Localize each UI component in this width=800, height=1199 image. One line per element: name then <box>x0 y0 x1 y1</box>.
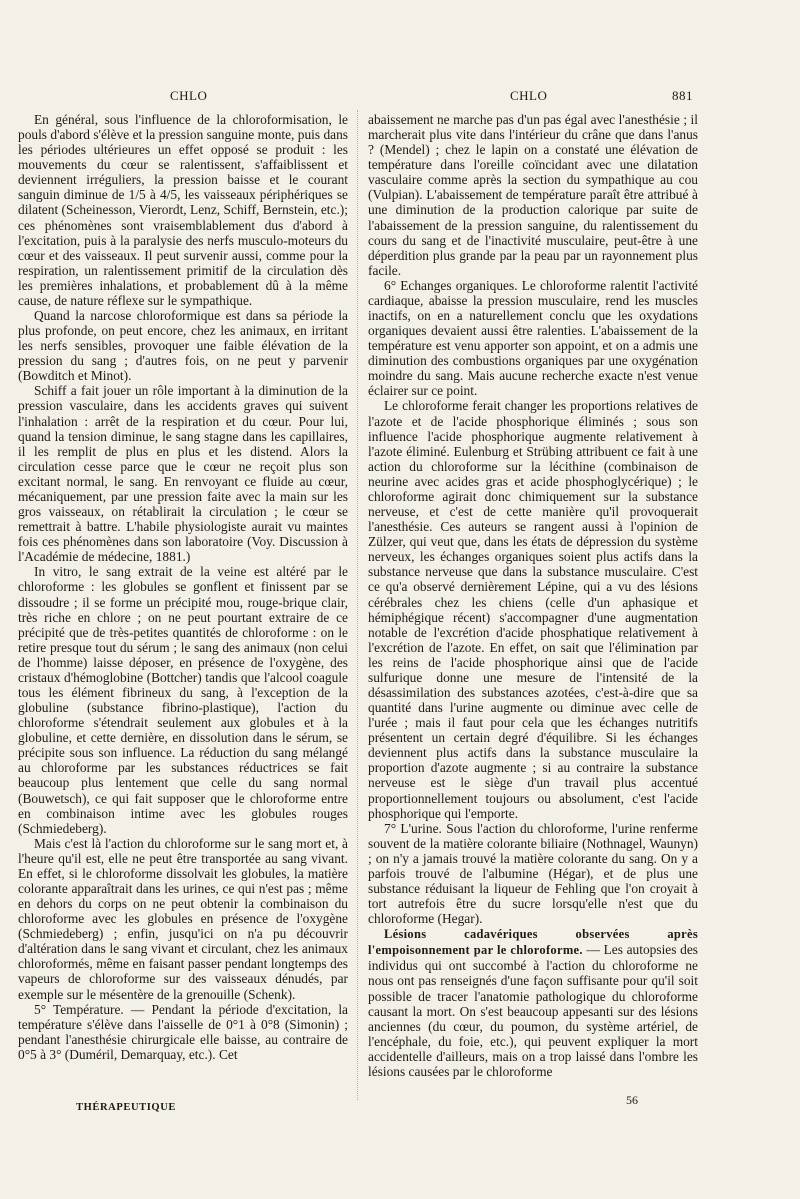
signature-mark: 56 <box>626 1093 638 1107</box>
column-divider <box>357 110 358 1100</box>
running-head-right: CHLO <box>510 88 548 103</box>
paragraph-text: — Les autopsies des individus qui ont succombé à l'action du chloroforme ne nous ont pas renseignés d'une façon suffisante pour qu'il soit possible de tracer l'anatomie pathologique du chloroforme causant la mort. On s'est beaucoup appesanti sur des lésions anciennes (du cœur, du poumon, du système artériel, de l'encéphale, du foie, etc.), qui peuvent expliquer la mort accidentelle d'ailleurs, mais on a trop laissé dans l'ombre les lésions causées par le chloroforme <box>368 942 698 1079</box>
paragraph: Quand la narcose chloroformique est dans sa période la plus profonde, on peut encore, chez les animaux, en irritant les nerfs sensibles, provoquer une faible élévation de la pression du sang ; d'autres fois, on ne peut y parvenir (Bowditch et Minot). <box>18 308 348 384</box>
left-column <box>18 112 348 1062</box>
running-head-left: CHLO <box>170 88 208 103</box>
page-number: 881 <box>672 88 693 103</box>
paragraph: abaissement ne marche pas d'un pas égal avec l'anesthésie ; il marcherait plus vite dans l'intérieur du crâne que dans l'anus ? (Mendel) ; chez le lapin on a constaté une élévation de température dans l'oreille coïncidant avec une dilatation vasculaire comme après la section du sympathique au cou (Vulpian). L'abaissement de température paraît être attribué à une diminution de la production calorique par suite de l'abaissement de la pression sanguine, du ralentissement du cours du sang et de l'inactivité musculaire, peut-être à une déperdition plus grande par la peau par un rayonnement plus facile. <box>368 112 698 278</box>
section-heading: Lésions cadavériques observées après l'empoisonnement par le chloroforme. <box>368 927 698 958</box>
paragraph: Schiff a fait jouer un rôle important à la diminution de la pression vasculaire, dans les accidents graves qui suivent l'inhalation : arrêt de la respiration et du cœur. Pour lui, quand la tension diminue, le sang stagne dans les capillaires, il les remplit de plus en plus et les distend. Alors la circulation cesse parce que le cœur ne reçoit plus son excitant normal, le sang. En renvoyant ce fluide au cœur, mécaniquement, par une pression faite avec la main sur les gros vaisseaux, on rétablirait la circulation ; le cœur se remettrait à battre. L'habile physiologiste aurait vu maintes fois ces phénomènes dans son laboratoire (Voy. Discussion à l'Académie de médecine, 1881.) <box>18 383 348 565</box>
paragraph: 6° Echanges organiques. Le chloroforme ralentit l'activité cardiaque, abaisse la pression musculaire, rend les muscles inactifs, on en a naturellement conclu que les oxydations organiques devaient aussi être ralenties. L'abaissement de la température est venu apporter son appoint, et on a admis une diminution des combustions organiques par une oxygénation moindre du sang. Mais aucune recherche exacte n'est venue éclairer sur ce point. <box>368 277 698 399</box>
paragraph: En général, sous l'influence de la chloroformisation, le pouls d'abord s'élève et la pression sanguine monte, puis dans les périodes ultérieures un effet opposé se produit : les mouvements du cœur se ralentissent, s'affaiblissent et deviennent irréguliers, la pression baisse et le courant sanguin diminue de 1/5 à 4/5, les vaisseaux périphériques se dilatent (Scheinesson, Vierordt, Lenz, Schiff, Bernstein, etc.); ces phénomènes sont vraisemblablement dus d'abord à l'excitation, puis à la paralysie des nerfs musculo-moteurs du cœur et des vaisseaux. Il peut survenir aussi, comme pour la respiration, un ralentissement primitif de la circulation dès les premières inhalations, et probablement dû à la même cause, de nature réflexe sur le sympathique. <box>18 112 348 308</box>
footer-left: THÉRAPEUTIQUE <box>76 1102 176 1113</box>
paragraph: Mais c'est là l'action du chloroforme sur le sang mort et, à l'heure qu'il est, elle ne peut être transportée au sang vivant. En effet, si le chloroforme dissolvait les globules, la matière colorante apparaîtrait dans les urines, ce qui n'est pas ; même en dehors du corps on ne peut obtenir la combinaison du chloroforme avec les globules en présence de l'oxygène (Schmiedeberg) ; enfin, jusqu'ici on n'a pu découvrir d'altération dans le sang vivant et circulant, chez les animaux chloroformés, même en faisant passer pendant longtemps des vapeurs de chloroforme sur des vaisseaux dénudés, par exemple sur le mésentère de la grenouille (Schenk). <box>18 835 348 1002</box>
paragraph: Le chloroforme ferait changer les proportions relatives de l'azote et de l'acide phosphorique éliminés ; sous son influence l'acide phosphorique augmente relativement à l'azote éliminé. Eulenburg et Strübing attribuent ce fait à une action du chloroforme sur la lécithine (combinaison de neurine avec acides gras et acide phosphoglycérique) ; le chloroforme agirait donc chimiquement sur la substance nerveuse, et c'est de cette manière qu'il provoquerait l'anesthésie. Ces auteurs se rangent aussi à l'opinion de Zülzer, qui veut que, dans les états de dépression du système nerveux, les échanges organiques soient plus actifs dans la substance nerveuse que dans la substance musculaire. C'est ce qu'a observé dernièrement Lépine, qui a vu des lésions cérébrales chez les chiens (celle d'un aphasique et hémiphégique récent) s'accompagner d'une augmentation notable de l'excrétion d'acide phosphatique relativement à l'excrétion de l'azote. En effet, on sait que l'élimination par les reins de l'acide phosphorique ainsi que de l'acide sulfurique donne une mesure de l'intensité de la désassimilation des substances azotées, c'est-à-dire que sa quantité dans l'urine augmente ou diminue avec celle de l'urée ; mais il faut pour cela que les échanges nutritifs présentent un certain degré d'équilibre. Si les échanges deviennent plus actifs dans la substance musculaire la proportion d'azote augmente ; si au contraire la substance nerveuse est le siège d'un travail plus accentué proportionnellement toujours ou absolument, c'est l'acide phosphorique qui l'emporte. <box>368 398 698 821</box>
paragraph-with-heading <box>368 926 698 1079</box>
paragraph: In vitro, le sang extrait de la veine est altéré par le chloroforme : les globules se gonflent et finissent par se dissoudre ; il se forme un précipité mou, rouge-brique clair, très riche en chlore ; on ne peut pourtant extraire de ce précipité que de très-petites quantités de chloroforme : on le retire presque tout du sérum ; le sang des animaux (non celui de l'homme) laisse déposer, en présence de l'oxygène, des cristaux d'hémoglobine (Bottcher) tandis que l'alcool coagule tous les élément fibrineux du sang, à l'exception de la globuline (substance fibrino-plastique), l'action du chloroforme s'étendrait seulement aux globules et à la globuline, et cette dernière, en dissolution dans le sérum, se précipite sous son influence. La réduction du sang mélangé au chloroforme par les substances réductrices se fait beaucoup plus lentement que celle du sang normal (Bouwetsch), ce qui fait supposer que le chloroforme entre en combinaison intime avec les globules rouges (Schmiedeberg). <box>18 564 348 836</box>
right-column <box>368 112 698 1079</box>
paragraph: 7° L'urine. Sous l'action du chloroforme, l'urine renferme souvent de la matière colorante biliaire (Nothnagel, Waunyn) ; on n'y a jamais trouvé la matière colorante du sang. On y a parfois trouvé de l'albumine (Hégar), et de plus une substance réduisant la liqueur de Fehling que l'on croyait à tort autrefois être du sucre lorsqu'elle n'est que du chloroforme (Hegar). <box>368 820 698 927</box>
paragraph: 5° Température. — Pendant la période d'excitation, la température s'élève dans l'aisselle de 0°1 à 0°8 (Simonin) ; pendant l'anesthésie chirurgicale elle baisse, au contraire de 0°5 à 3° (Duméril, Demarquay, etc.). Cet <box>18 1001 348 1062</box>
